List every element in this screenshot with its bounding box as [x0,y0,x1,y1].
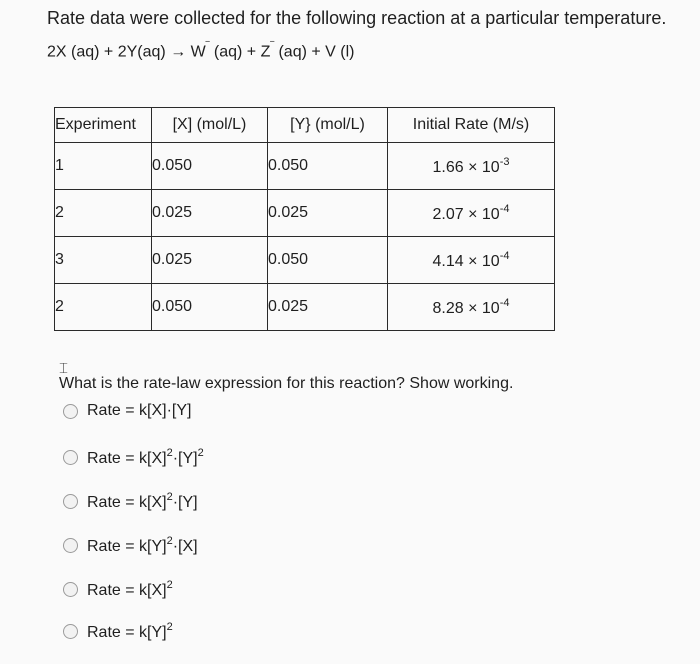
question-prompt: What is the rate-law expression for this reaction? Show working. [59,375,514,392]
text-cursor-icon: ⌶ [59,360,69,377]
option-rate-y2-x[interactable] [63,535,198,556]
option-label: Rate = $k[Y]^2$ [87,621,173,641]
option-rate-x2[interactable] [63,579,173,600]
table-row [55,237,555,284]
x-cell: 0.050 [152,284,268,331]
header-y-concentration: [Y} (mol/L) [268,108,388,143]
experiment-cell: 2 [55,190,152,237]
rate-exponent: -4 [499,296,510,309]
rate-cell [388,143,555,190]
option-rate-x2-y[interactable] [63,491,198,512]
y-cell: 0.025 [268,190,388,237]
x-cell: 0.025 [152,237,268,284]
rate-cell [388,237,555,284]
radio-button[interactable] [63,582,78,597]
option-label: Rate = $k[X]^2\cdot[Y]^2$ [87,447,204,467]
rate-base: 4.14 × 10 [432,252,500,270]
radio-button[interactable] [63,450,78,465]
y-cell: 0.050 [268,237,388,284]
table-header-row [55,108,555,143]
radio-button[interactable] [63,494,78,509]
option-label: Rate = $k[X]^2\cdot[Y]$ [87,491,198,511]
x-cell: 0.025 [152,190,268,237]
option-rate-x2-y2[interactable] [63,447,204,468]
table-row [55,143,555,190]
product-v: (aq) + V (l) [278,43,355,61]
reactants: 2X (aq) + 2Y(aq) [47,43,166,61]
table-row [55,284,555,331]
option-label: Rate = $k[X]^2$ [87,579,173,599]
experiment-cell: 2 [55,284,152,331]
experiment-cell: 3 [55,237,152,284]
charge-z: ‾ [270,41,275,53]
radio-button[interactable] [63,404,78,419]
table-row [55,190,555,237]
option-label: Rate = $k[Y]^2\cdot[X]$ [87,535,198,555]
reaction-arrow: → [170,43,187,61]
product-z: (aq) + Z [213,43,271,61]
rate-base: 2.07 × 10 [432,205,500,223]
rate-data-table [54,107,555,331]
radio-button[interactable] [63,624,78,639]
reaction-equation [47,41,354,61]
x-cell: 0.050 [152,143,268,190]
charge-w: ‾ [205,41,210,53]
experiment-cell: 1 [55,143,152,190]
rate-base: 8.28 × 10 [432,299,500,317]
rate-exponent: -4 [499,249,510,262]
header-initial-rate: Initial Rate (M/s) [388,108,555,143]
rate-cell [388,284,555,331]
product-w: W [190,43,206,61]
rate-exponent: -3 [499,155,510,168]
rate-base: 1.66 × 10 [432,158,500,176]
question-title: Rate data were collected for the following reaction at a particular temperature. [47,8,667,28]
y-cell: 0.025 [268,284,388,331]
option-rate-y2[interactable] [63,621,173,642]
rate-cell [388,190,555,237]
rate-exponent: -4 [499,202,510,215]
y-cell: 0.050 [268,143,388,190]
header-experiment: Experiment [55,108,152,143]
radio-button[interactable] [63,538,78,553]
header-x-concentration: [X] (mol/L) [152,108,268,143]
option-label: Rate = k[X]·[Y] [87,402,192,419]
option-rate-x-y[interactable] [63,402,191,420]
